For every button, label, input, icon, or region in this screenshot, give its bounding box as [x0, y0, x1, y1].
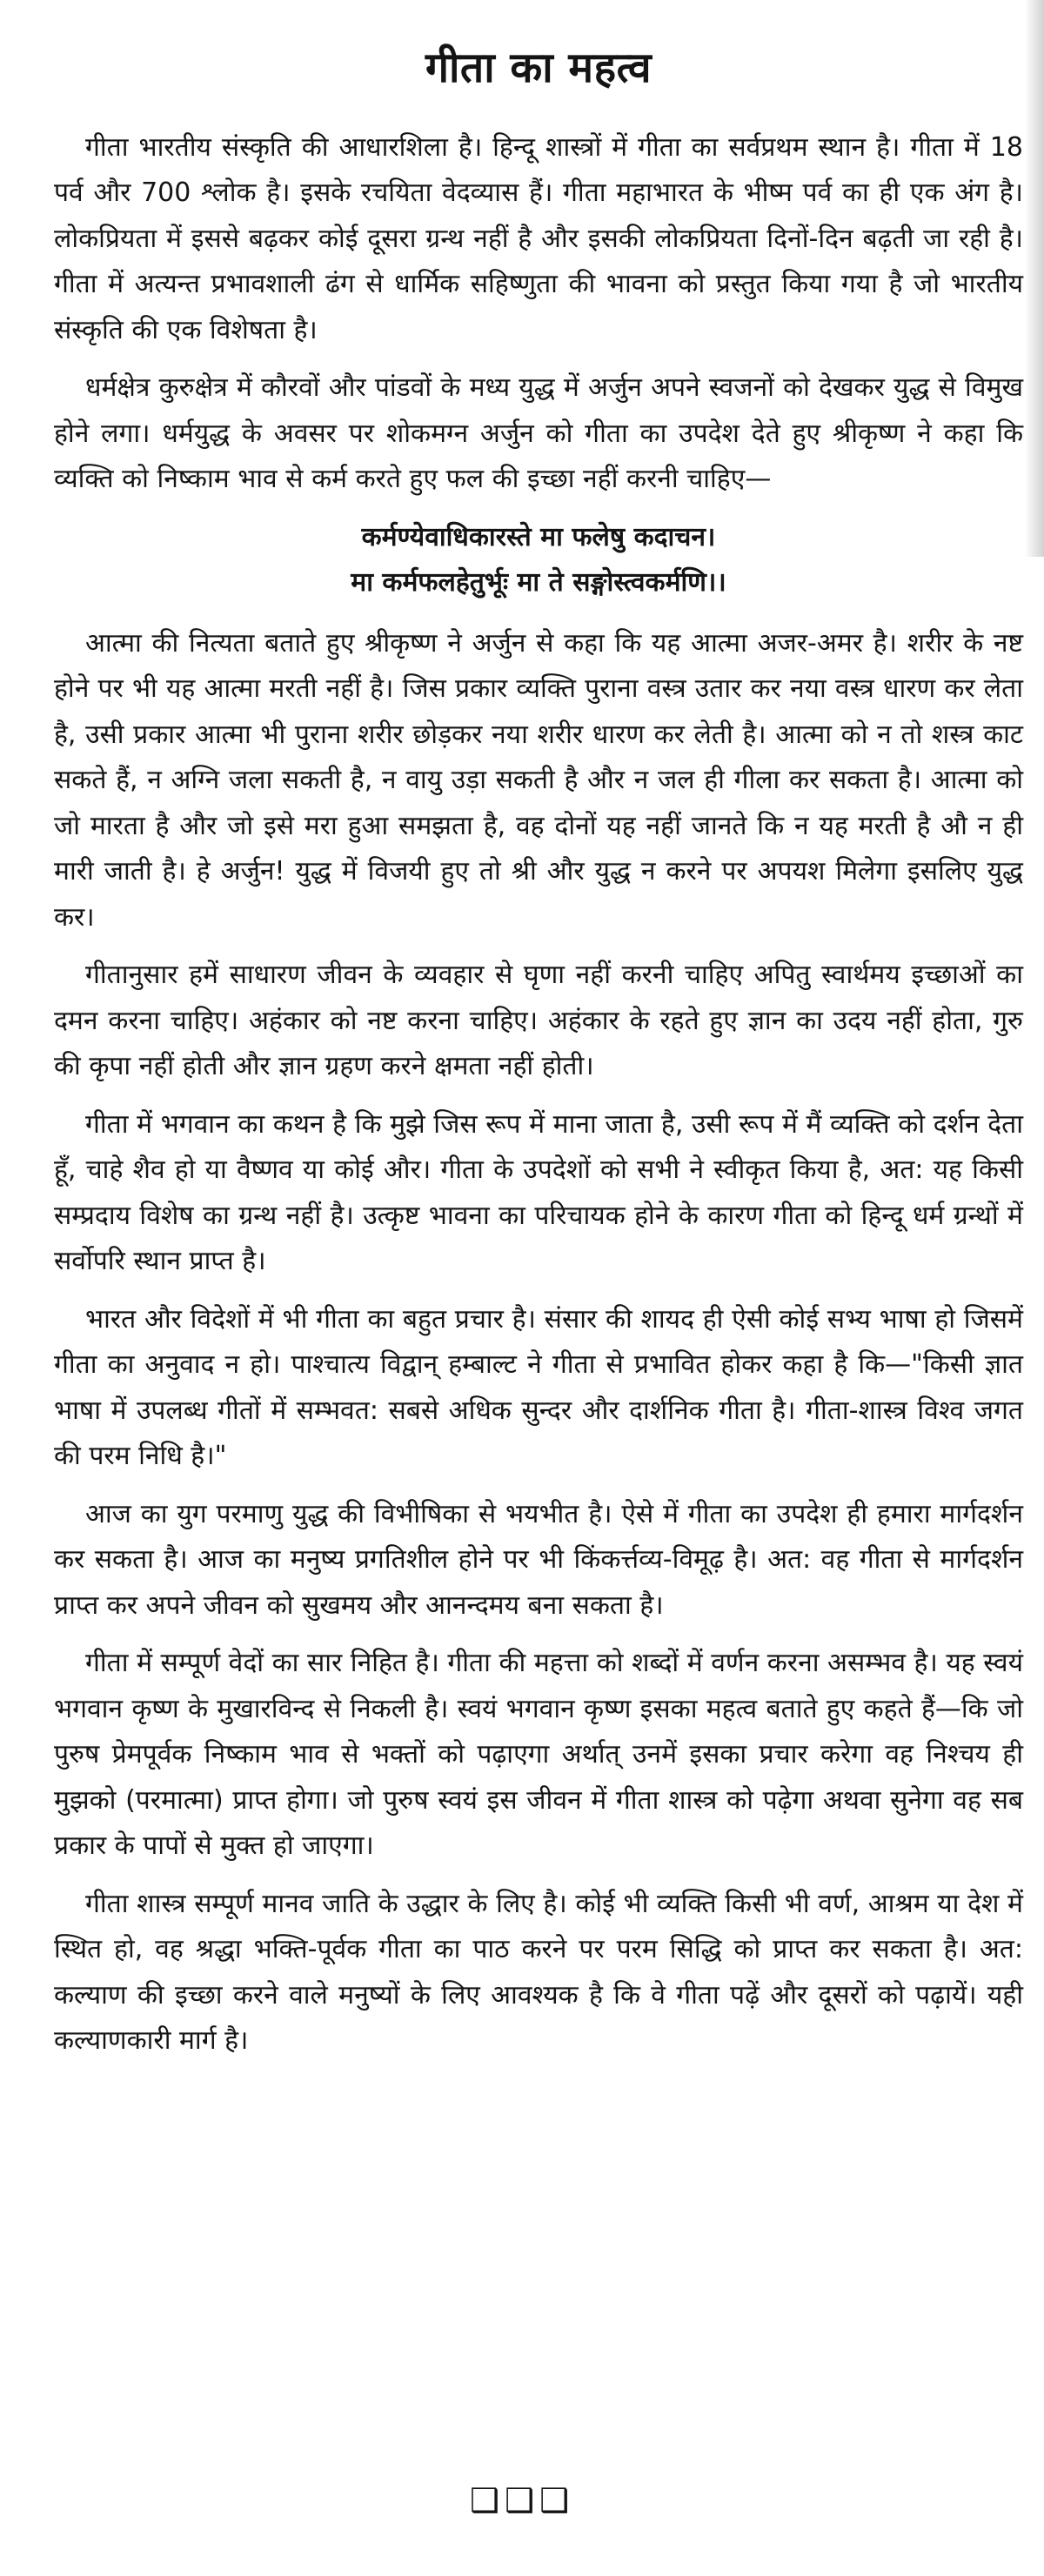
paragraph-intro: गीता भारतीय संस्कृति की आधारशिला है। हिन्दू शास्त्रों में गीता का सर्वप्रथम स्थान है। गीता में 18 पर्व और 700 श्लोक है। इसके रचयिता वेदव्यास हैं। गीता महाभारत के भीष्म पर्व का ही एक अंग है। लोकप्रियता में इससे बढ़कर कोई दूसरा ग्रन्थ नहीं है और इसकी लोकप्रियता दिनों-दिन बढ़ती जा रही है। गीता में अत्यन्त प्रभावशाली ढंग से धार्मिक सहिष्णुता की भावना को प्रस्तुत किया गया है जो भारतीय संस्कृति की एक विशेषता है।	[54, 131, 1023, 345]
paragraph-ahankar: गीतानुसार हमें साधारण जीवन के व्यवहार से घृणा नहीं करनी चाहिए अपितु स्वार्थमय इच्छाओं का दमन करना चाहिए। अहंकार को नष्ट करना चाहिए। अहंकार के रहते हुए ज्ञान का उदय नहीं होता, गुरु की कृपा नहीं होती और ज्ञान ग्रहण करने क्षमता नहीं होती।	[54, 960, 1023, 1082]
paragraph-atma: आत्मा की नित्यता बताते हुए श्रीकृष्ण ने अर्जुन से कहा कि यह आत्मा अजर-अमर है। शरीर के नष्ट होने पर भी यह आत्मा मरती नहीं है। जिस प्रकार व्यक्ति पुराना वस्त्र उतार कर नया वस्त्र धारण कर लेता है, उसी प्रकार आत्मा भी पुराना शरीर छोड़कर नया शरीर धारण कर लेती है। आत्मा को न तो शस्त्र काट सकते हैं, न अग्नि जला सकती है, न वायु उड़ा सकती है और न जल ही गीला कर सकता है। आत्मा को जो मारता है और जो इसे मरा हुआ समझता है, वह दोनों यह नहीं जानते कि न यह मरती है औ न ही मारी जाती है। हे अर्जुन! युद्ध में विजयी हुए तो श्री और युद्ध न करने पर अपयश मिलेगा इसलिए युद्ध कर।	[54, 627, 1023, 933]
paragraph-bhagwan-kathan: गीता में भगवान का कथन है कि मुझे जिस रूप में माना जाता है, उसी रूप में मैं व्यक्ति को दर्शन देता हूँ, चाहे शैव हो या वैष्णव या कोई और। गीता के उपदेशों को सभी ने स्वीकृत किया है, अत: यह किसी सम्प्रदाय विशेष का ग्रन्थ नहीं है। उत्कृष्ट भावना का परिचायक होने के कारण गीता को हिन्दू धर्म ग्रन्थों में सर्वोपरि स्थान प्राप्त है।	[54, 1108, 1023, 1277]
page-edge-shadow	[1025, 0, 1044, 557]
end-marks: ❑❑❑	[469, 2481, 575, 2519]
paragraph-uddhar: गीता शास्त्र सम्पूर्ण मानव जाति के उद्धार के लिए है। कोई भी व्यक्ति किसी भी वर्ण, आश्रम या देश में स्थित हो, वह श्रद्धा भक्ति-पूर्वक गीता का पाठ करने पर परम सिद्धि को प्राप्त कर सकता है। अत: कल्याण की इच्छा करने वाले मनुष्यों के लिए आवश्यक है कि वे गीता पढ़ें और दूसरों को पढ़ायें। यही कल्याणकारी मार्ग है।	[54, 1888, 1023, 2057]
verse-line-2: मा कर्मफलहेतुर्भूः मा ते सङ्गोस्त्वकर्मणि।।	[351, 566, 726, 598]
sanskrit-verse	[54, 515, 1023, 606]
paragraph-kurukshetra: धर्मक्षेत्र कुरुक्षेत्र में कौरवों और पांडवों के मध्य युद्ध में अर्जुन अपने स्वजनों को देखकर युद्ध से विमुख होने लगा। धर्मयुद्ध के अवसर पर शोकमग्न अर्जुन को गीता का उपदेश देते हुए श्रीकृष्ण ने कहा कि व्यक्ति को निष्काम भाव से कर्म करते हुए फल की इच्छा नहीं करनी चाहिए—	[54, 372, 1023, 495]
paragraph-ved-saar: गीता में सम्पूर्ण वेदों का सार निहित है। गीता की महत्ता को शब्दों में वर्णन करना असम्भव है। यह स्वयं भगवान कृष्ण के मुखारविन्द से निकली है। स्वयं भगवान कृष्ण इसका महत्व बताते हुए कहते हैं—कि जो पुरुष प्रेमपूर्वक निष्काम भाव से भक्तों को पढ़ाएगा अर्थात् उनमें इसका प्रचार करेगा वह निश्चय ही मुझको (परमात्मा) प्राप्त होगा। जो पुरुष स्वयं इस जीवन में गीता शास्त्र को पढ़ेगा अथवा सुनेगा वह सब प्रकार के पापों से मुक्त हो जाएगा।	[54, 1648, 1023, 1862]
paragraph-prachar: भारत और विदेशों में भी गीता का बहुत प्रचार है। संसार की शायद ही ऐसी कोई सभ्य भाषा हो जिसमें गीता का अनुवाद न हो। पाश्चात्य विद्वान् हम्बाल्ट ने गीता से प्रभावित होकर कहा है कि—"किसी ज्ञात भाषा में उपलब्ध गीतों में सम्भवत: सबसे अधिक सुन्दर और दार्शनिक गीता है। गीता-शास्त्र विश्व जगत की परम निधि है।"	[54, 1303, 1023, 1472]
paragraph-yug: आज का युग परमाणु युद्ध की विभीषिका से भयभीत है। ऐसे में गीता का उपदेश ही हमारा मार्गदर्शन कर सकता है। आज का मनुष्य प्रगतिशील होने पर भी किंकर्त्तव्य-विमूढ़ है। अत: वह गीता से मार्गदर्शन प्राप्त कर अपने जीवन को सुखमय और आनन्दमय बना सकता है।	[54, 1498, 1023, 1621]
essay-title: गीता का महत्व	[425, 43, 652, 92]
verse-line-1: कर्मण्येवाधिकारस्ते मा फलेषु कदाचन।	[361, 521, 716, 552]
